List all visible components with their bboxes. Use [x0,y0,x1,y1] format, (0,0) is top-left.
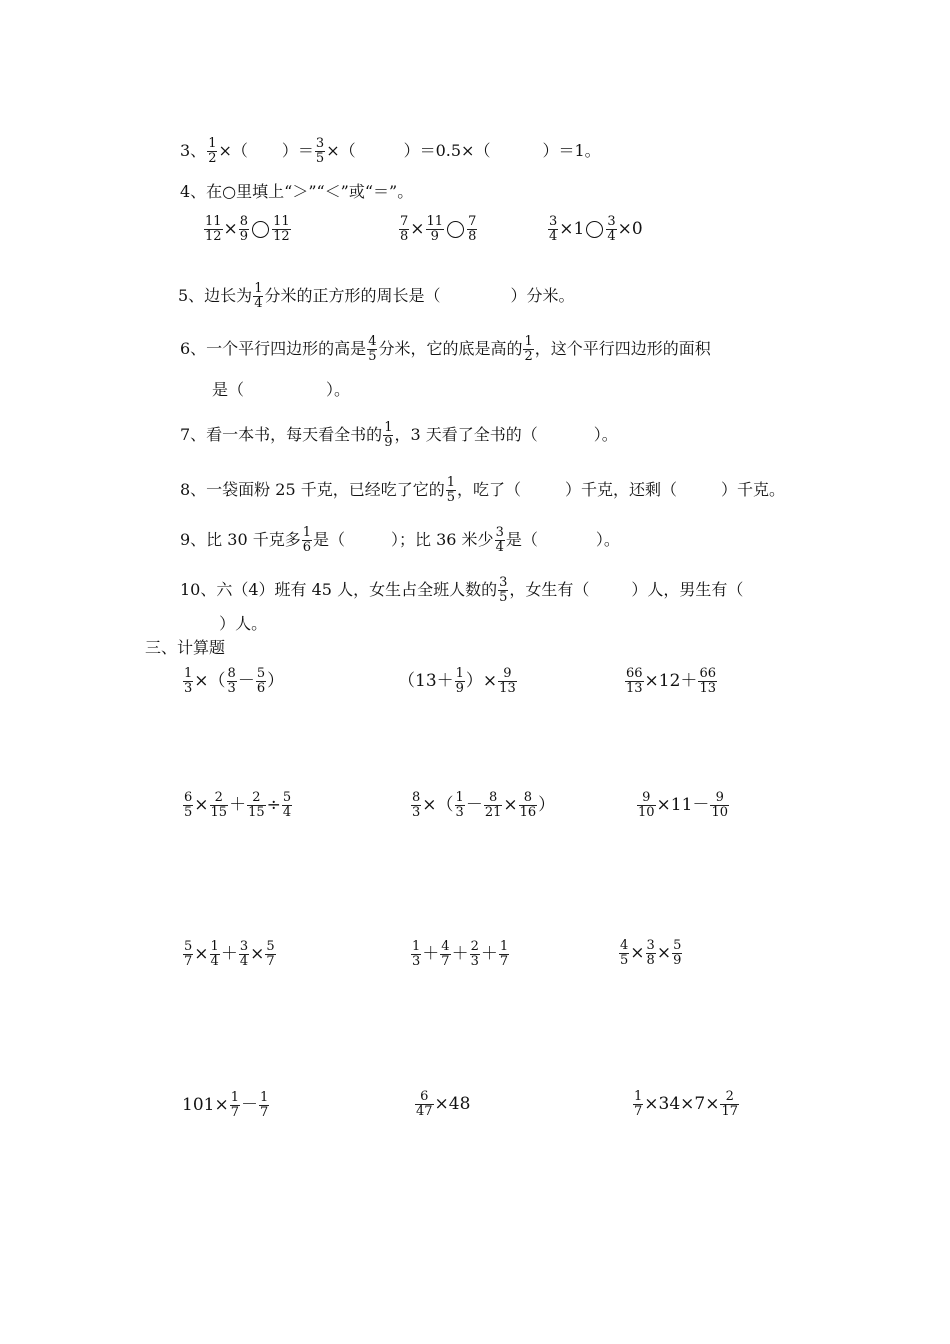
text: ）。 [595,530,620,549]
numerator: 2 [247,791,266,806]
numerator: 1 [455,790,464,805]
math-text: 7 [499,954,509,969]
numerator: 8 [239,214,249,229]
fraction [207,137,217,166]
fraction [672,939,682,968]
numerator: 5 [184,939,193,954]
math-text: ＋ [220,944,238,964]
fraction [548,215,558,244]
numerator: 4 [620,938,629,953]
numerator: 9 [710,791,729,806]
numerator: 5 [266,939,275,954]
question-8 [180,476,785,505]
text: ）＝ [281,141,314,160]
math-text: ＋ [422,944,440,964]
compare-b [398,215,478,244]
calc-3a [182,939,277,969]
math-text: ×34×7× [644,1094,720,1114]
fraction [256,667,266,696]
compare-c [547,215,643,244]
math-text: × [410,219,425,239]
question-7 [180,421,618,450]
math-text: × [194,944,209,964]
compare-circle[interactable] [586,221,603,238]
fraction [315,137,325,166]
math-text: ×1 [559,219,585,239]
fraction [519,791,538,820]
math-text: 9 [430,229,439,244]
math-text: 47 [416,1104,433,1119]
fraction [710,791,729,820]
math-text: 2 [208,151,217,166]
math-text: 12 [273,229,290,244]
math-text: － [465,795,483,815]
text: ）人。 [219,614,268,633]
text: 是（ [212,380,245,399]
math-text: 5 [368,349,377,364]
fraction [440,940,450,969]
math-text: 17 [721,1104,739,1119]
math-text: ×48 [434,1094,471,1114]
numerator: 1 [210,939,219,954]
fraction [210,940,220,969]
numerator: 9 [637,791,656,806]
numerator: 6 [415,1090,434,1105]
question-6 [180,335,711,364]
math-text: 7 [259,1105,269,1120]
math-text: ＋ [451,944,469,964]
math-text: 7 [634,1104,643,1119]
calc-3c [618,939,683,968]
fraction [698,667,717,696]
fraction [467,215,477,244]
numerator: 1 [455,666,464,681]
text: ）人，男生有（ [631,580,744,599]
text: 是（ [313,530,346,549]
numerator: 8 [227,666,236,681]
math-text: 8 [400,229,409,244]
fraction [625,667,644,696]
fraction [426,215,445,244]
calc-1c [624,666,718,696]
math-text: 4 [282,805,292,820]
math-text: （13＋ [398,671,454,691]
numerator: 11 [273,214,290,229]
numerator: 5 [256,666,266,681]
math-text: 5 [620,953,629,968]
math-text: × [630,943,645,963]
numerator: 5 [282,790,292,805]
text: 分米，它的底是高的 [378,339,523,358]
math-text: 5 [184,805,193,820]
numerator: 2 [210,791,229,806]
text: 6、一个平行四边形的高是 [180,339,367,358]
math-text: 8 [468,229,477,244]
calc-1a [182,666,284,696]
numerator: 2 [470,939,479,954]
fraction [633,1090,643,1119]
fraction [230,1091,240,1120]
question-5 [178,282,575,311]
question-9 [180,526,620,555]
text: 9、比 30 千克多 [180,530,301,549]
fraction [272,215,291,244]
text: ）。 [326,380,351,399]
math-text: 5 [315,151,325,166]
fraction [383,421,393,450]
math-text: 15 [210,805,228,820]
fraction [523,335,533,364]
math-text: 2 [524,349,533,364]
fraction [247,791,266,820]
math-text: 4 [254,296,263,311]
compare-a [203,215,292,244]
math-text: 13 [499,681,516,696]
math-text: 5 [446,490,455,505]
numerator: 3 [499,575,508,590]
fraction [265,940,275,969]
fraction [446,476,456,505]
calc-4a [182,1090,270,1120]
numerator: 1 [524,334,533,349]
math-text: 101× [182,1095,229,1115]
math-text: ）× [465,671,498,691]
numerator: 9 [498,667,517,682]
text: 是（ [505,530,538,549]
math-text: ×12＋ [644,671,698,691]
numerator: 8 [484,791,503,806]
fraction [484,791,503,820]
math-text: － [237,671,255,691]
numerator: 11 [426,214,444,229]
math-text: ＋ [480,944,498,964]
math-text: 10 [711,805,728,820]
fraction [399,215,409,244]
numerator: 1 [230,1090,239,1105]
math-text: 4 [210,954,219,969]
math-text: ×11－ [656,795,710,815]
calc-3b [410,939,510,969]
math-text: × [223,219,238,239]
question-6-cont [212,379,350,401]
math-text: × [194,795,209,815]
text: ）千克。 [721,480,786,499]
math-text: 4 [495,540,504,555]
numerator: 8 [412,790,421,805]
text: ，吃了（ [457,480,522,499]
text: ）；比 36 米少 [391,530,494,549]
math-text: 10 [638,805,655,820]
numerator: 1 [412,939,421,954]
math-text: 6 [302,540,311,555]
math-text: 12 [205,229,222,244]
numerator: 7 [468,214,477,229]
text: ）千克，还剩（ [565,480,678,499]
math-text: 7 [230,1105,239,1120]
numerator: 1 [634,1089,643,1104]
math-text: 9 [384,435,393,450]
text: ）＝0.5×（ [403,141,491,160]
math-text: 3 [184,681,193,696]
text: 分米的正方形的周长是（ [264,286,441,305]
math-text: 9 [455,681,464,696]
math-text: 4 [549,229,558,244]
calc-2a [182,790,293,820]
math-text: 7 [184,954,193,969]
fraction [411,940,421,969]
numerator: 1 [384,420,393,435]
numerator: 4 [441,939,450,954]
numerator: 5 [673,938,682,953]
calc-2c [636,790,730,820]
fraction [498,667,517,696]
math-text: 15 [248,805,265,820]
math-text: 9 [673,953,682,968]
math-text: 13 [699,681,716,696]
fraction [637,791,656,820]
fraction [227,667,237,696]
math-text: 6 [256,681,266,696]
fraction [204,215,223,244]
math-text: － [240,1095,258,1115]
question-10-cont [214,613,267,635]
question-number: 3、 [180,141,207,160]
fraction [470,940,480,969]
math-text: × [656,943,672,963]
math-text: 8 [646,953,655,968]
fraction [619,939,629,968]
numerator: 1 [208,136,217,151]
numerator: 3 [495,525,504,540]
fraction [495,526,505,555]
numerator: 3 [646,938,655,953]
numerator: 2 [720,1090,739,1105]
math-text: ×（ [194,671,226,691]
text: ）。 [593,425,618,444]
numerator: 66 [699,666,716,681]
text: ，3 天看了全书的（ [394,425,538,444]
math-text: 3 [470,954,479,969]
fraction [253,282,263,311]
numerator: 1 [259,1090,269,1105]
fraction [183,940,193,969]
numerator: 3 [549,214,558,229]
math-text: 4 [607,229,616,244]
numerator: 1 [499,939,509,954]
fraction [646,939,656,968]
fraction [720,1090,739,1119]
fraction [210,791,229,820]
math-text: ） [267,671,285,691]
text: ）分米。 [510,286,575,305]
numerator: 6 [184,790,193,805]
numerator: 3 [239,939,249,954]
math-text: 5 [499,590,508,605]
fraction [302,526,312,555]
fraction [367,335,377,364]
numerator: 66 [626,666,643,681]
numerator: 8 [519,791,538,806]
compare-circle[interactable] [447,221,464,238]
section-heading: 三、计算题 [145,638,226,657]
fraction [415,1090,434,1119]
math-text: × [250,944,265,964]
text: 8、一袋面粉 25 千克，已经吃了它的 [180,480,445,499]
math-text: 16 [519,805,537,820]
fraction [411,791,421,820]
text: ，女生有（ [509,580,590,599]
numerator: 4 [368,334,377,349]
question-4 [180,181,413,203]
fraction [183,667,193,696]
numerator: 7 [400,214,409,229]
math-text: ＋ [229,795,247,815]
numerator: 3 [315,136,325,151]
math-text: × [503,795,518,815]
numerator: 3 [607,214,616,229]
numerator: 1 [184,666,193,681]
question-3 [180,137,601,166]
section-3-title [145,637,225,659]
compare-circle[interactable] [252,221,269,238]
question-text: 4、在○里填上“＞”“＜”或“＝”。 [180,182,414,201]
calc-1b [398,666,518,696]
fraction [606,215,616,244]
text: ，这个平行四边形的面积 [534,339,711,358]
fraction [455,667,465,696]
math-text: ×0 [617,219,643,239]
math-text: 3 [227,681,236,696]
math-text: 3 [412,805,421,820]
math-text: 13 [626,681,643,696]
numerator: 11 [205,214,222,229]
text: ×（ [218,141,248,160]
math-text: ） [538,795,556,815]
text: ）＝1。 [542,141,601,160]
text: 5、边长为 [178,286,253,305]
fraction [239,940,249,969]
math-text: ÷ [266,795,281,815]
math-text: 4 [239,954,249,969]
math-text: 9 [239,229,249,244]
numerator: 1 [254,281,263,296]
text: 10、六（4）班有 45 人，女生占全班人数的 [180,580,498,599]
fraction [259,1091,269,1120]
math-text: ×（ [422,795,454,815]
numerator: 1 [446,475,455,490]
math-text: 7 [266,954,275,969]
question-10 [180,576,743,605]
fraction [499,940,509,969]
calc-2b [410,790,555,820]
text: ×（ [326,141,356,160]
fraction [183,791,193,820]
fraction [455,791,465,820]
numerator: 1 [302,525,311,540]
fraction [498,576,508,605]
math-text: 7 [441,954,450,969]
math-text: 3 [412,954,421,969]
fraction [239,215,249,244]
math-text: 21 [484,805,502,820]
calc-4b [414,1090,470,1119]
calc-4c [632,1090,740,1119]
text: 7、看一本书，每天看全书的 [180,425,383,444]
fraction [282,791,292,820]
math-text: 3 [455,805,464,820]
